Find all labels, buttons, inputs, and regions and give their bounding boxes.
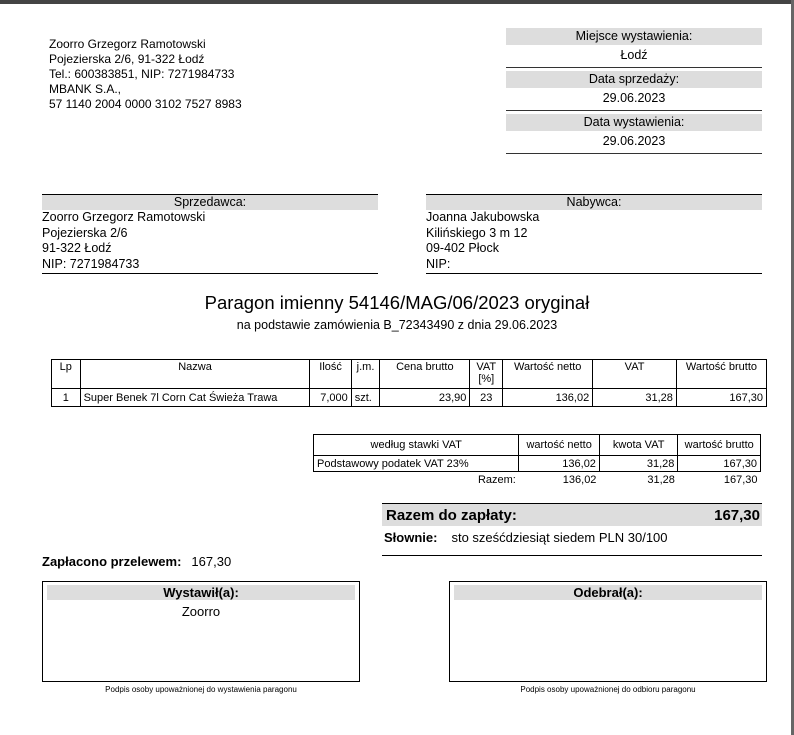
document-subtitle: na podstawie zamówienia B_72343490 z dnia 29.06.2023 [236,318,558,332]
items-header-row [52,360,767,389]
issued-by-name: Zoorro [181,604,221,619]
issue-date-label: Data wystawienia: [506,114,762,131]
vat-amount: 31,28 [599,456,677,472]
issuer-signature-box [42,581,360,682]
col-vat-rate: VAT [%] [470,360,503,389]
top-border [0,0,794,4]
paid-value: 167,30 [191,554,232,569]
vat-col-net: wartość netto [519,435,600,456]
vat-gross: 167,30 [678,456,761,472]
sale-date-value: 29.06.2023 [506,88,762,111]
seller-nip: NIP: 7271984733 [42,256,140,271]
buyer-city: 09-402 Płock [426,241,499,255]
issuer-account: 57 1140 2004 0000 3102 7527 8983 [49,97,242,111]
vat-col-rate: według stawki VAT [314,435,519,456]
item-name: Super Benek 7l Corn Cat Świeża Trawa [80,389,310,407]
seller-name: Zoorro Grzegorz Ramotowski [42,210,206,224]
payment-info [42,554,231,569]
seller-label: Sprzedawca: [42,194,378,210]
col-qty: Ilość [310,360,351,389]
vat-summary-table [313,434,761,487]
items-table [51,359,767,407]
table-row [314,456,761,472]
issuer-name: Zoorro Grzegorz Ramotowski [49,37,206,51]
sale-date-label: Data sprzedaży: [506,71,762,88]
total-due-label: Razem do zapłaty: [386,507,517,524]
issuer-bank: MBANK S.A., [49,82,122,96]
seller-city: 91-322 Łodź [42,241,112,255]
receiver-signature-caption: Podpis osoby upoważnionej do odbioru paragonu [520,685,696,694]
buyer-nip: NIP: [426,256,451,271]
col-unit: j.m. [351,360,380,389]
col-lp: Lp [52,360,81,389]
item-vat-rate: 23 [470,389,503,407]
buyer-street: Kilińskiego 3 m 12 [426,225,528,240]
vat-rate-name: Podstawowy podatek VAT 23% [314,456,519,472]
words-label: Słownie: [384,530,438,545]
vat-sum-vat: 31,28 [647,473,675,486]
document-title: Paragon imienny 54146/MAG/06/2023 oryginał [204,292,590,313]
place-label: Miejsce wystawienia: [506,28,762,45]
issuer-signature-caption: Podpis osoby upoważnionej do wystawienia paragonu [105,685,297,694]
vat-sum-gross: 167,30 [723,473,758,486]
table-row [52,389,767,407]
issuer-address: Pojezierska 2/6, 91-322 Łodź [49,52,205,66]
vat-col-vat: kwota VAT [599,435,677,456]
vat-sum-net: 136,02 [562,473,597,486]
words-value: sto sześćdziesiąt siedem PLN 30/100 [451,530,668,545]
divider [382,555,762,556]
buyer-label: Nabywca: [426,194,762,210]
vat-net: 136,02 [519,456,600,472]
item-lp: 1 [52,389,81,407]
vat-header-row [314,435,761,456]
issued-by-label: Wystawił(a): [47,585,355,600]
col-name: Nazwa [80,360,310,389]
issuer-contact: Tel.: 600383851, NIP: 7271984733 [49,67,235,81]
col-gross-value: Wartość brutto [676,360,766,389]
place-value: Łodź [506,45,762,68]
buyer-block [426,194,762,274]
seller-street: Pojezierska 2/6 [42,225,128,240]
vat-sum-row [314,472,761,488]
issuer-block [49,37,242,112]
vat-sum-label: Razem: [477,473,516,486]
received-by-label: Odebrał(a): [454,585,762,600]
total-due-bar [382,503,762,526]
total-due-value: 167,30 [714,507,760,524]
paid-label: Zapłacono przelewem: [42,554,182,569]
vat-col-gross: wartość brutto [678,435,761,456]
col-net-value: Wartość netto [503,360,593,389]
issue-date-value: 29.06.2023 [506,131,762,154]
item-gross-value: 167,30 [676,389,766,407]
col-gross-price: Cena brutto [380,360,470,389]
seller-block [42,194,378,274]
buyer-name: Joanna Jakubowska [426,210,540,224]
item-vat: 31,28 [593,389,677,407]
receiver-signature-box [449,581,767,682]
col-vat: VAT [593,360,677,389]
item-gross-price: 23,90 [380,389,470,407]
amount-in-words [384,530,668,545]
item-net-value: 136,02 [503,389,593,407]
item-qty: 7,000 [310,389,351,407]
item-unit: szt. [351,389,380,407]
document-meta [506,28,762,154]
